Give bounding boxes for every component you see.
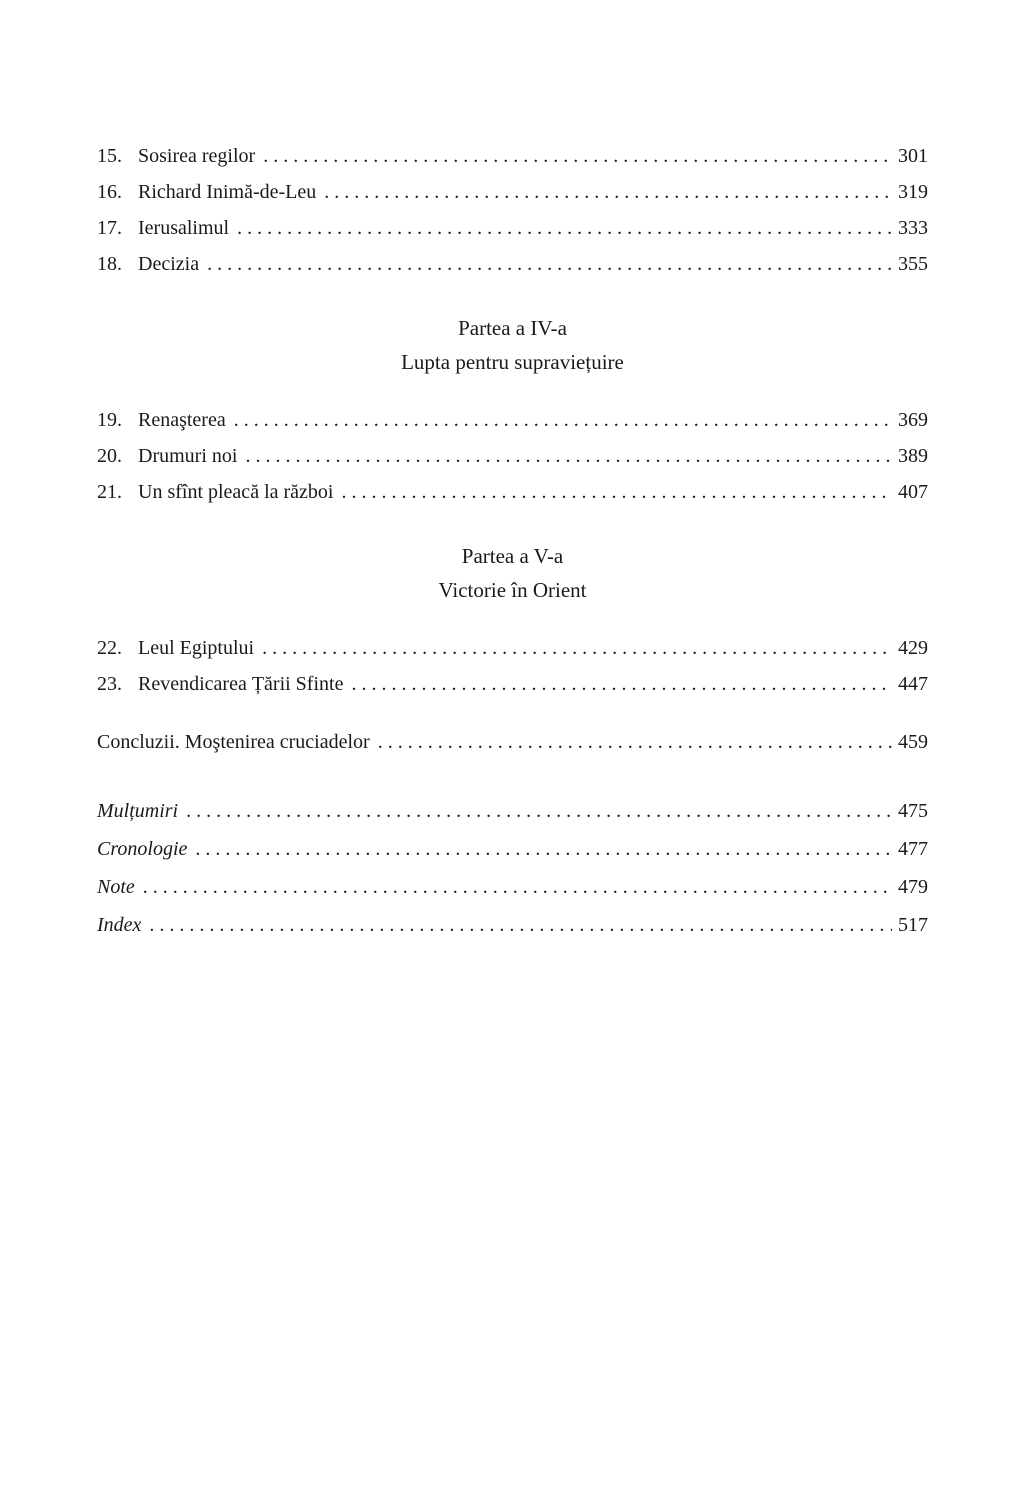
spacer — [97, 702, 928, 724]
part-title: Lupta pentru supraviețuire — [401, 350, 624, 374]
chapter-title: Leul Egiptului — [138, 637, 255, 659]
chapter-title: Revendicarea Țării Sfinte — [138, 673, 344, 695]
toc-entry-16[interactable] — [97, 174, 928, 210]
page-number: 517 — [898, 914, 928, 936]
dot-leader — [262, 630, 892, 666]
page-number: 407 — [898, 481, 928, 503]
chapter-title: Renaşterea — [138, 409, 226, 431]
page-number: 459 — [898, 731, 928, 753]
chapter-number: 21. — [97, 481, 122, 503]
toc-entry-notes[interactable] — [97, 868, 928, 906]
dot-leader — [234, 402, 892, 438]
chapter-number: 22. — [97, 637, 122, 659]
dot-leader — [143, 868, 892, 906]
page-number: 479 — [898, 876, 928, 898]
chapter-number: 19. — [97, 409, 122, 431]
dot-leader — [237, 210, 892, 246]
toc-entry-index[interactable] — [97, 906, 928, 944]
page-number: 319 — [898, 181, 928, 203]
chapter-number: 20. — [97, 445, 122, 467]
dot-leader — [263, 138, 892, 174]
chapter-number: 18. — [97, 253, 122, 275]
chapter-title: Drumuri noi — [138, 445, 238, 467]
dot-leader — [245, 438, 892, 474]
section-title: Note — [97, 876, 135, 898]
part-label: Partea a V-a — [461, 544, 564, 568]
toc-entry-20[interactable] — [97, 438, 928, 474]
dot-leader — [149, 906, 892, 944]
page-number: 355 — [898, 253, 928, 275]
page-number: 477 — [898, 838, 928, 860]
dot-leader — [351, 666, 892, 702]
dot-leader — [186, 792, 892, 830]
section-title: Concluzii. Moştenirea cruciadelor — [97, 731, 370, 753]
chapter-number: 15. — [97, 145, 122, 167]
chapter-title: Un sfînt pleacă la război — [138, 481, 334, 503]
page-number: 369 — [898, 409, 928, 431]
spacer — [97, 760, 928, 792]
section-title: Cronologie — [97, 838, 188, 860]
dot-leader — [207, 246, 892, 282]
part-5-heading — [97, 540, 928, 608]
part-title: Victorie în Orient — [438, 578, 587, 602]
page-number: 447 — [898, 673, 928, 695]
page-number: 301 — [898, 145, 928, 167]
toc-entry-chronology[interactable] — [97, 830, 928, 868]
toc-entry-17[interactable] — [97, 210, 928, 246]
spacer — [97, 380, 928, 402]
page-number: 429 — [898, 637, 928, 659]
dot-leader — [341, 474, 892, 510]
spacer — [97, 608, 928, 630]
part-label: Partea a IV-a — [458, 316, 567, 340]
chapter-title: Ierusalimul — [138, 217, 230, 239]
chapter-number: 23. — [97, 673, 122, 695]
toc-entry-23[interactable] — [97, 666, 928, 702]
toc-entry-conclusion[interactable] — [97, 724, 928, 760]
section-title: Index — [97, 914, 142, 936]
toc-entry-19[interactable] — [97, 402, 928, 438]
spacer — [97, 282, 928, 312]
chapter-title: Sosirea regilor — [138, 145, 256, 167]
dot-leader — [195, 830, 892, 868]
chapter-number: 16. — [97, 181, 122, 203]
chapter-number: 17. — [97, 217, 122, 239]
chapter-title: Richard Inimă-de-Leu — [138, 181, 317, 203]
page-number: 389 — [898, 445, 928, 467]
part-4-heading — [97, 312, 928, 380]
toc-entry-18[interactable] — [97, 246, 928, 282]
table-of-contents — [97, 138, 928, 944]
dot-leader — [324, 174, 892, 210]
toc-entry-acknowledgements[interactable] — [97, 792, 928, 830]
page-number: 475 — [898, 800, 928, 822]
spacer — [97, 510, 928, 540]
toc-entry-21[interactable] — [97, 474, 928, 510]
section-title: Mulțumiri — [97, 800, 179, 822]
toc-entry-22[interactable] — [97, 630, 928, 666]
chapter-title: Decizia — [138, 253, 200, 275]
toc-entry-15[interactable] — [97, 138, 928, 174]
dot-leader — [378, 724, 892, 760]
page-number: 333 — [898, 217, 928, 239]
